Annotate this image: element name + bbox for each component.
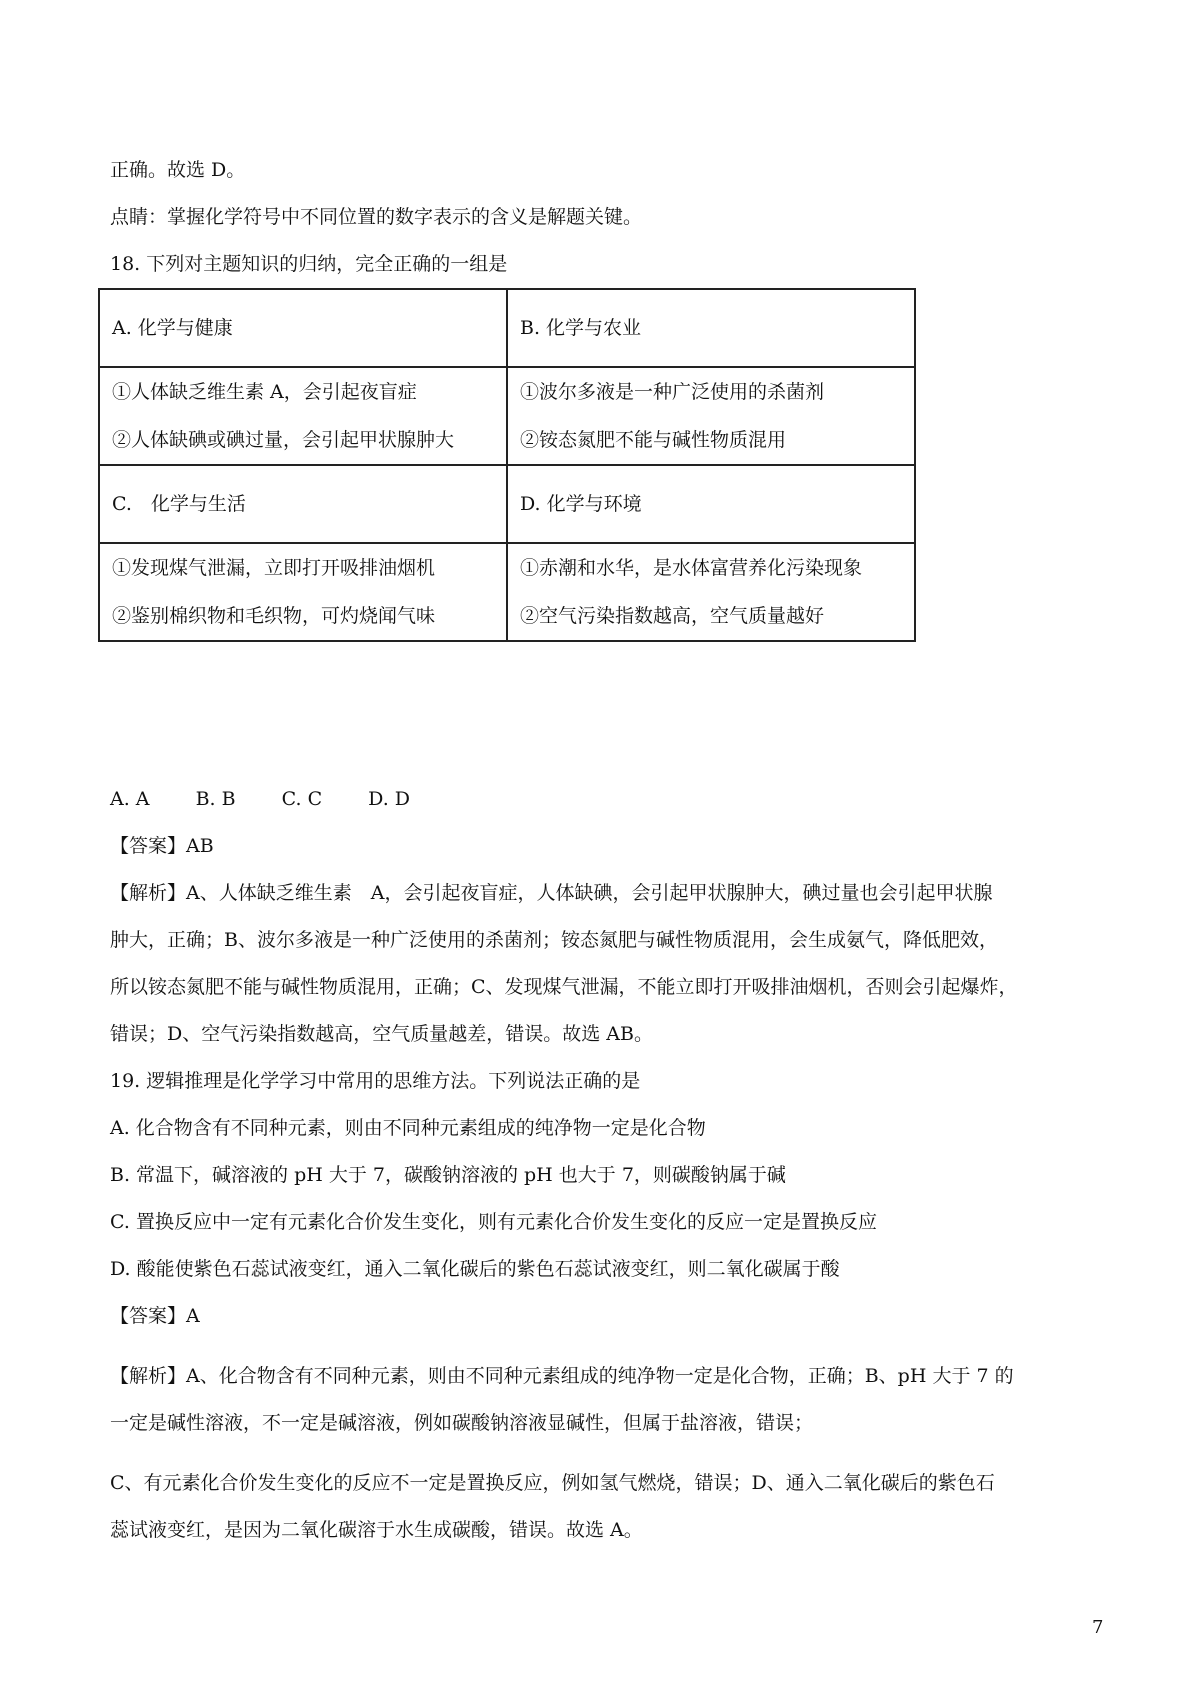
question-19-answer: 【答案】A bbox=[110, 1305, 200, 1327]
knowledge-table bbox=[98, 288, 916, 642]
question-18-stem: 18. 下列对主题知识的归纳，完全正确的一组是 bbox=[110, 253, 508, 275]
question-19-analysis-line: 【解析】A、化合物含有不同种元素，则由不同种元素组成的纯净物一定是化合物，正确；B、pH 大于 7 的 bbox=[110, 1365, 1014, 1387]
question-19-analysis-line: 一定是碱性溶液，不一定是碱溶液，例如碳酸钠溶液显碱性，但属于盐溶液，错误； bbox=[110, 1412, 814, 1434]
table-cell-c-items bbox=[99, 543, 507, 641]
question-19-option-a: A. 化合物含有不同种元素，则由不同种元素组成的纯净物一定是化合物 bbox=[110, 1117, 706, 1139]
table-cell-d-title: D. 化学与环境 bbox=[507, 465, 915, 543]
question-18-options bbox=[110, 786, 450, 812]
table-item: ①人体缺乏维生素 A，会引起夜盲症 bbox=[112, 381, 417, 403]
question-19-analysis-line: C、有元素化合价发生变化的反应不一定是置换反应，例如氢气燃烧，错误；D、通入二氧化碳后的紫色石 bbox=[110, 1472, 995, 1494]
question-18-analysis-line: 错误；D、空气污染指数越高，空气质量越差，错误。故选 AB。 bbox=[110, 1023, 653, 1045]
question-18-analysis-line: 所以铵态氮肥不能与碱性物质混用，正确；C、发现煤气泄漏，不能立即打开吸排油烟机，否则会引起爆炸， bbox=[110, 976, 1018, 998]
table-cell-a-items bbox=[99, 367, 507, 465]
table-cell-c-title: C. 化学与生活 bbox=[99, 465, 507, 543]
table-cell-a-title: A. 化学与健康 bbox=[99, 289, 507, 367]
table-cell-d-items bbox=[507, 543, 915, 641]
option-a: A. A bbox=[110, 788, 150, 810]
table-item: ②铵态氮肥不能与碱性物质混用 bbox=[520, 429, 787, 451]
option-c: C. C bbox=[281, 788, 323, 810]
option-b: B. B bbox=[195, 788, 236, 810]
question-19-option-c: C. 置换反应中一定有元素化合价发生变化，则有元素化合价发生变化的反应一定是置换反应 bbox=[110, 1211, 877, 1233]
question-19-option-b: B. 常温下，碱溶液的 pH 大于 7，碳酸钠溶液的 pH 也大于 7，则碳酸钠属于碱 bbox=[110, 1164, 786, 1186]
table-item: ①波尔多液是一种广泛使用的杀菌剂 bbox=[520, 381, 825, 403]
question-18-analysis-line: 肿大，正确；B、波尔多液是一种广泛使用的杀菌剂；铵态氮肥与碱性物质混用，会生成氨气，降低肥效， bbox=[110, 929, 998, 951]
question-18-analysis-line: 【解析】A、人体缺乏维生素 A，会引起夜盲症，人体缺碘，会引起甲状腺肿大，碘过量也会引起甲状腺 bbox=[110, 882, 993, 904]
table-cell-b-title: B. 化学与农业 bbox=[507, 289, 915, 367]
question-19-analysis-line: 蕊试液变红，是因为二氧化碳溶于水生成碳酸，错误。故选 A。 bbox=[110, 1519, 643, 1541]
table-item: ②空气污染指数越高，空气质量越好 bbox=[520, 605, 825, 627]
table-cell-b-items bbox=[507, 367, 915, 465]
question-19-option-d: D. 酸能使紫色石蕊试液变红，通入二氧化碳后的紫色石蕊试液变红，则二氧化碳属于酸 bbox=[110, 1258, 840, 1280]
question-18-answer: 【答案】AB bbox=[110, 835, 214, 857]
page-number: 7 bbox=[1092, 1617, 1104, 1638]
table-item: ②鉴别棉织物和毛织物，可灼烧闻气味 bbox=[112, 605, 436, 627]
table-item: ①赤潮和水华，是水体富营养化污染现象 bbox=[520, 557, 863, 579]
prev-tip: 点睛：掌握化学符号中不同位置的数字表示的含义是解题关键。 bbox=[110, 206, 643, 228]
prev-conclusion: 正确。故选 D。 bbox=[110, 159, 246, 181]
question-19-stem: 19. 逻辑推理是化学学习中常用的思维方法。下列说法正确的是 bbox=[110, 1070, 641, 1092]
option-d: D. D bbox=[368, 788, 411, 810]
table-item: ①发现煤气泄漏，立即打开吸排油烟机 bbox=[112, 557, 436, 579]
table-item: ②人体缺碘或碘过量，会引起甲状腺肿大 bbox=[112, 429, 455, 451]
